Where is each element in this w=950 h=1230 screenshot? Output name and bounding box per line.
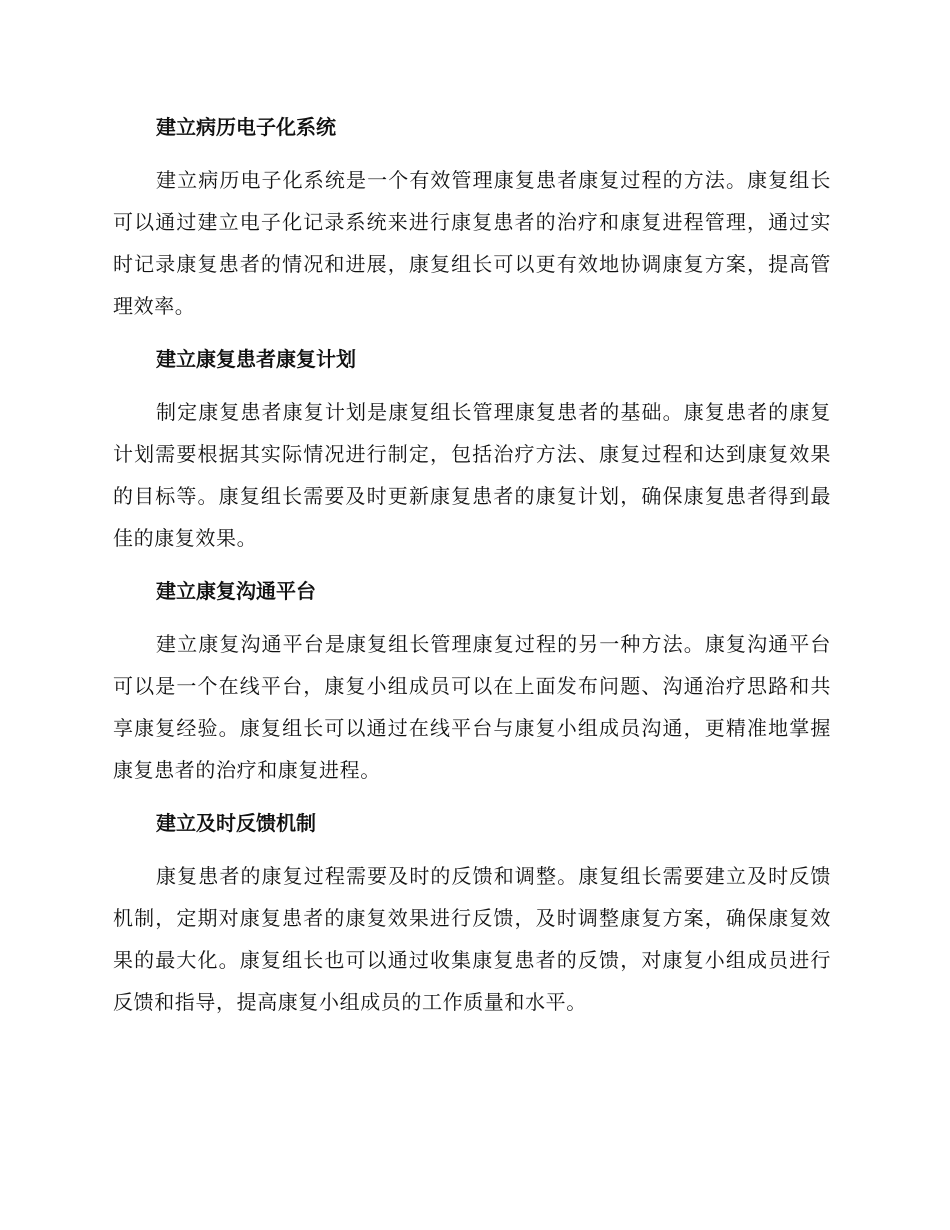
section-heading: 建立病历电子化系统: [156, 115, 336, 139]
section-heading: 建立康复沟通平台: [156, 579, 316, 603]
document-body: [113, 107, 831, 1035]
section-heading: 建立康复患者康复计划: [156, 347, 356, 371]
section-paragraph: 制定康复患者康复计划是康复组长管理康复患者的基础。康复患者的康复计划需要根据其实际情况进行制定，包括治疗方法、康复过程和达到康复效果的目标等。康复组长需要及时更新康复患者的康复计划，确保康复患者得到最佳的康复效果。: [113, 400, 831, 550]
section-paragraph: 建立康复沟通平台是康复组长管理康复过程的另一种方法。康复沟通平台可以是一个在线平台，康复小组成员可以在上面发布问题、沟通治疗思路和共享康复经验。康复组长可以通过在线平台与康复小组成员沟通，更精准地掌握康复患者的治疗和康复进程。: [113, 632, 831, 782]
section-electronic-records: [113, 107, 831, 327]
section-communication-platform: [113, 571, 831, 791]
section-paragraph: 建立病历电子化系统是一个有效管理康复患者康复过程的方法。康复组长可以通过建立电子化记录系统来进行康复患者的治疗和康复进程管理，通过实时记录康复患者的情况和进展，康复组长可以更有效地协调康复方案，提高管理效率。: [113, 168, 831, 318]
section-heading: 建立及时反馈机制: [156, 811, 316, 835]
section-feedback-mechanism: [113, 803, 831, 1023]
section-rehab-plan: [113, 339, 831, 559]
section-paragraph: 康复患者的康复过程需要及时的反馈和调整。康复组长需要建立及时反馈机制，定期对康复患者的康复效果进行反馈，及时调整康复方案，确保康复效果的最大化。康复组长也可以通过收集康复患者的反馈，对康复小组成员进行反馈和指导，提高康复小组成员的工作质量和水平。: [113, 864, 831, 1014]
